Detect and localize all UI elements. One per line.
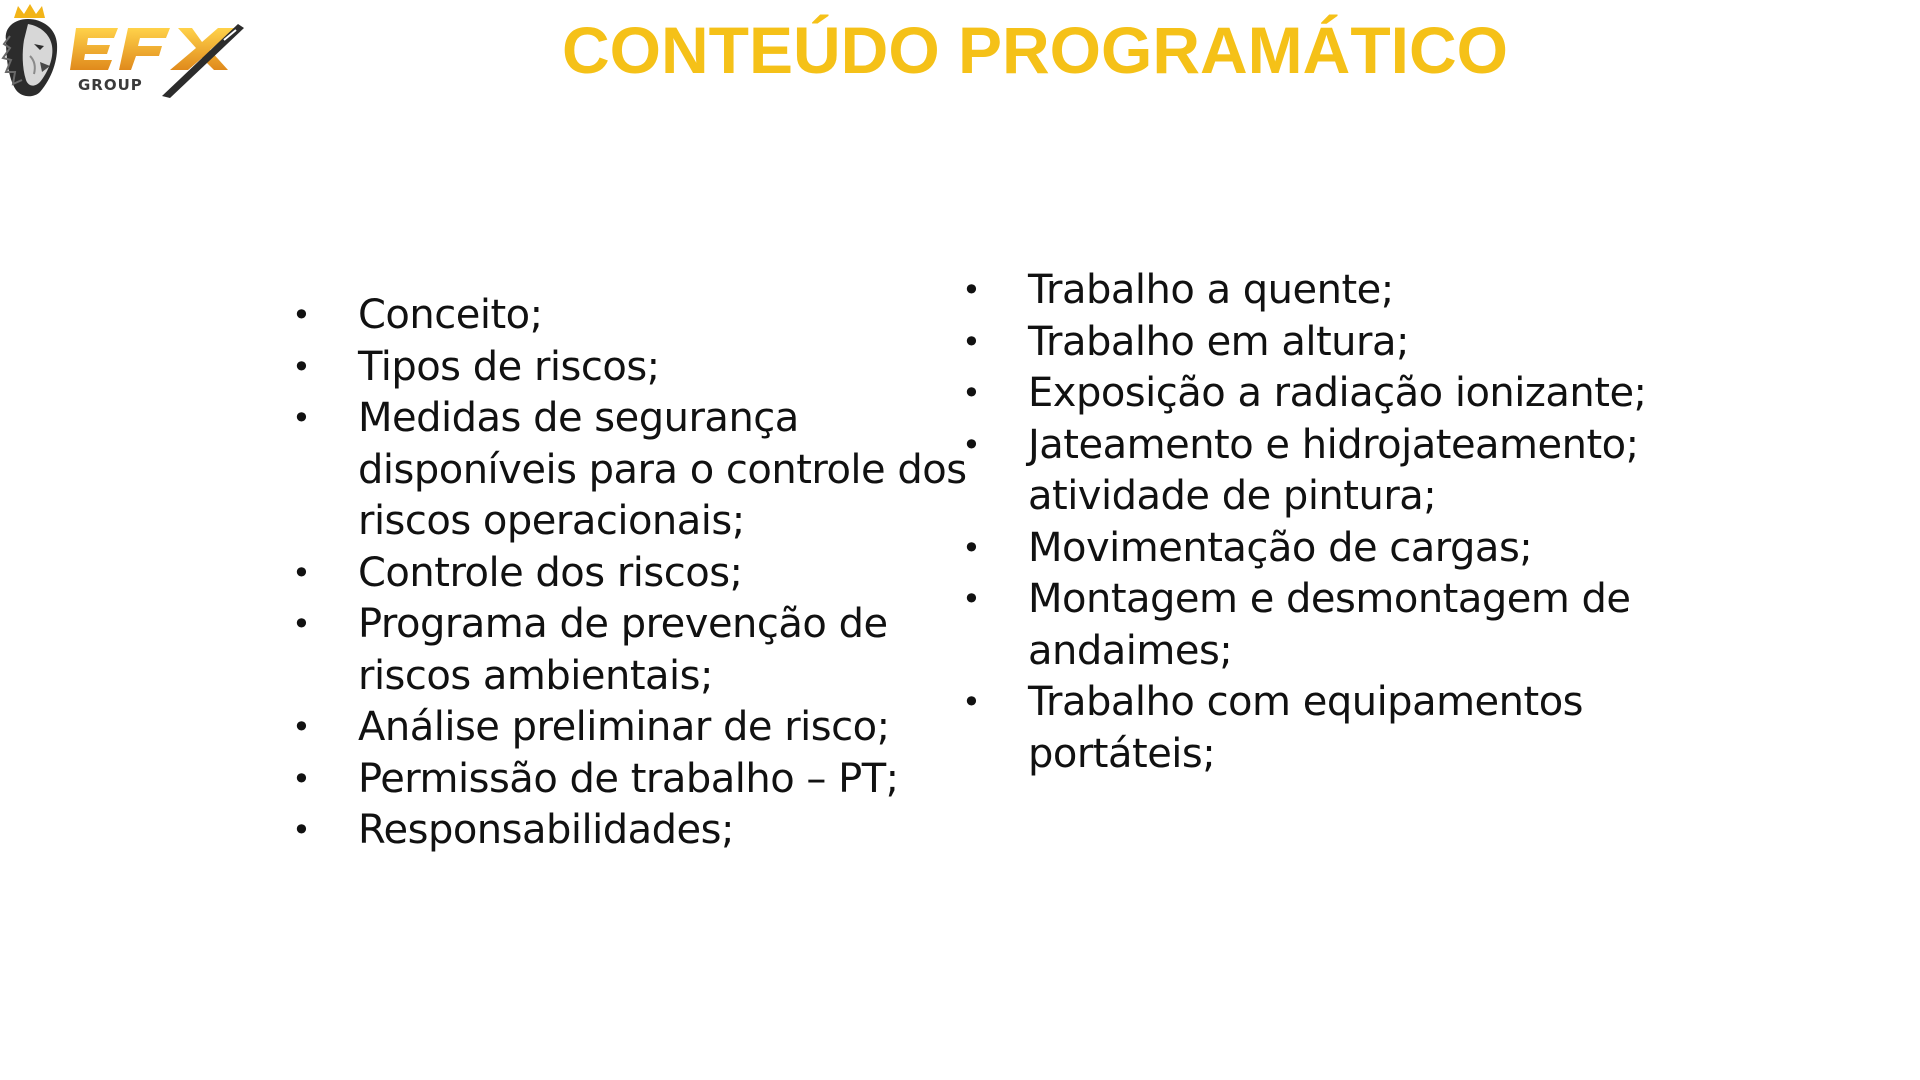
- list-item: • Trabalho a quente;: [962, 265, 1662, 317]
- left-topic-list: [292, 290, 972, 857]
- logo-subtext: GROUP: [78, 76, 143, 94]
- list-item: • Trabalho em altura;: [962, 317, 1662, 369]
- list-item: • Jateamento e hidrojateamento; atividade de pintura;: [962, 420, 1662, 523]
- page-title: CONTEÚDO PROGRAMÁTICO: [562, 13, 1508, 87]
- right-topic-list: [962, 265, 1662, 780]
- lion-logo-icon: [0, 0, 250, 100]
- list-item: • Exposição a radiação ionizante;: [962, 368, 1662, 420]
- list-item: • Controle dos riscos;: [292, 548, 972, 600]
- list-item: • Tipos de riscos;: [292, 342, 972, 394]
- list-item: • Montagem e desmontagem de andaimes;: [962, 574, 1662, 677]
- list-item: • Medidas de segurança disponíveis para o controle dos riscos operacionais;: [292, 393, 972, 548]
- list-item: • Trabalho com equipamentos portáteis;: [962, 677, 1662, 780]
- list-item: • Movimentação de cargas;: [962, 523, 1662, 575]
- list-item: • Programa de prevenção de riscos ambientais;: [292, 599, 972, 702]
- list-item: • Permissão de trabalho – PT;: [292, 754, 972, 806]
- list-item: • Conceito;: [292, 290, 972, 342]
- list-item: • Responsabilidades;: [292, 805, 972, 857]
- list-item: • Análise preliminar de risco;: [292, 702, 972, 754]
- efx-group-logo: [0, 0, 250, 100]
